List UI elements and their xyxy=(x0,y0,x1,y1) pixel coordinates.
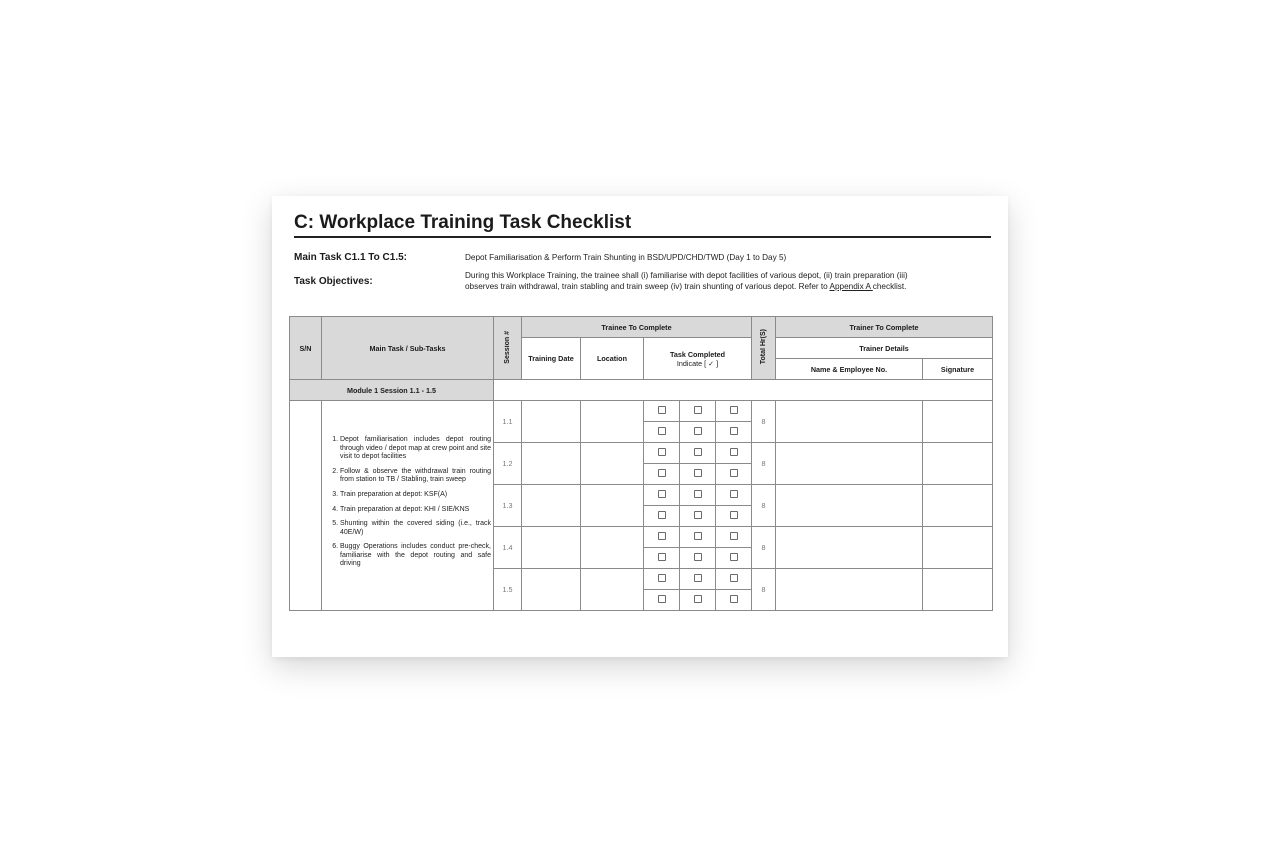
session-number: 1.4 xyxy=(494,527,522,569)
task-checkbox[interactable] xyxy=(658,490,666,498)
task-checkbox[interactable] xyxy=(694,595,702,603)
total-hours-header-text: Total Hr(S) xyxy=(760,329,767,365)
trainer-name-input[interactable] xyxy=(776,401,923,443)
objectives-line-1: During this Workplace Training, the trainee shall (i) familiarise with depot facilities of various depot, (ii) train preparation (iii) xyxy=(465,271,908,280)
sub-task-item: 5. Shunting within the covered siding (i.e., track 40E/W) xyxy=(340,520,491,537)
task-list-cell xyxy=(322,401,494,611)
sub-task-item: 2. Follow & observe the withdrawal train routing from station to TB / Stabling, train sweep xyxy=(340,468,491,485)
session-number: 1.1 xyxy=(494,401,522,443)
task-checkbox[interactable] xyxy=(730,427,738,435)
checkbox-cell xyxy=(716,506,752,527)
checkbox-cell xyxy=(680,464,716,485)
checkbox-cell xyxy=(680,485,716,506)
trainer-name-input[interactable] xyxy=(776,485,923,527)
task-completed-header xyxy=(644,338,752,380)
training-date-header: Training Date xyxy=(522,338,581,380)
task-checkbox[interactable] xyxy=(658,469,666,477)
checklist-page xyxy=(272,196,1008,657)
trainee-to-complete-header: Trainee To Complete xyxy=(522,317,752,338)
checkbox-cell xyxy=(716,401,752,422)
checkbox-cell xyxy=(644,548,680,569)
signature-field[interactable] xyxy=(923,527,993,569)
checkbox-cell xyxy=(680,548,716,569)
session-number: 1.3 xyxy=(494,485,522,527)
checkbox-cell xyxy=(644,527,680,548)
checkbox-cell xyxy=(716,464,752,485)
task-checkbox[interactable] xyxy=(694,469,702,477)
session-header-text: Session # xyxy=(504,330,511,364)
page-title: C: Workplace Training Task Checklist xyxy=(294,212,991,238)
checkbox-cell xyxy=(716,548,752,569)
session-number: 1.2 xyxy=(494,443,522,485)
trainer-details-header: Trainer Details xyxy=(776,338,993,359)
task-checkbox[interactable] xyxy=(658,427,666,435)
task-checkbox[interactable] xyxy=(730,490,738,498)
task-objectives-label: Task Objectives: xyxy=(294,276,373,287)
task-checkbox[interactable] xyxy=(730,406,738,414)
checkbox-cell xyxy=(680,401,716,422)
signature-field[interactable] xyxy=(923,443,993,485)
location-input[interactable] xyxy=(581,527,644,569)
appendix-a-link[interactable]: Appendix A xyxy=(829,282,873,291)
location-header: Location xyxy=(581,338,644,380)
objectives-line-2-end: checklist. xyxy=(872,282,907,291)
objectives-line-2-start: observes train withdrawal, train stabling and train sweep (iv) train shunting of various depot. Refer to xyxy=(465,282,830,291)
task-checkbox[interactable] xyxy=(658,406,666,414)
signature-field[interactable] xyxy=(923,401,993,443)
sub-task-item: 6. Buggy Operations includes conduct pre-check, familiarise with the depot routing and safe driving xyxy=(340,543,491,569)
sn-cell xyxy=(290,401,322,611)
task-checkbox[interactable] xyxy=(694,490,702,498)
checkbox-cell xyxy=(644,422,680,443)
total-hours-header xyxy=(752,317,776,380)
checkbox-cell xyxy=(716,569,752,590)
signature-header: Signature xyxy=(923,359,993,380)
trainer-name-input[interactable] xyxy=(776,569,923,611)
checkbox-cell xyxy=(644,401,680,422)
task-checkbox[interactable] xyxy=(658,532,666,540)
task-checkbox[interactable] xyxy=(658,511,666,519)
task-checkbox[interactable] xyxy=(658,553,666,561)
training-date-input[interactable] xyxy=(522,443,581,485)
task-checkbox[interactable] xyxy=(694,427,702,435)
checkbox-cell xyxy=(716,485,752,506)
sub-task-list xyxy=(327,436,491,569)
training-date-input[interactable] xyxy=(522,485,581,527)
checkbox-cell xyxy=(644,443,680,464)
task-checkbox[interactable] xyxy=(730,595,738,603)
sn-header: S/N xyxy=(290,317,322,380)
checkbox-cell xyxy=(680,569,716,590)
task-checkbox[interactable] xyxy=(658,595,666,603)
checkbox-cell xyxy=(644,464,680,485)
task-completed-indicate: Indicate [ ✓ ] xyxy=(676,358,719,368)
training-date-input[interactable] xyxy=(522,401,581,443)
main-task-value: Depot Familiarisation & Perform Train Shunting in BSD/UPD/CHD/TWD (Day 1 to Day 5) xyxy=(465,253,787,262)
checkbox-cell xyxy=(716,527,752,548)
trainer-name-input[interactable] xyxy=(776,527,923,569)
sub-task-item: 3. Train preparation at depot: KSF(A) xyxy=(340,491,491,500)
location-input[interactable] xyxy=(581,443,644,485)
module-header: Module 1 Session 1.1 - 1.5 xyxy=(290,380,494,401)
checkbox-cell xyxy=(680,590,716,611)
trainer-name-input[interactable] xyxy=(776,443,923,485)
checkbox-cell xyxy=(716,422,752,443)
checkbox-cell xyxy=(680,506,716,527)
checkbox-cell xyxy=(644,569,680,590)
checkbox-cell xyxy=(644,485,680,506)
checkbox-cell xyxy=(644,590,680,611)
task-checkbox[interactable] xyxy=(658,448,666,456)
total-hours: 8 xyxy=(752,485,776,527)
task-objectives-text xyxy=(465,270,985,292)
total-hours: 8 xyxy=(752,401,776,443)
main-task-label: Main Task C1.1 To C1.5: xyxy=(294,252,407,263)
signature-field[interactable] xyxy=(923,485,993,527)
sub-task-item: 1. Depot familiarisation includes depot routing through video / depot map at crew point and site visit to depot facilities xyxy=(340,436,491,462)
checkbox-cell xyxy=(680,443,716,464)
session-header xyxy=(494,317,522,380)
task-checkbox[interactable] xyxy=(730,532,738,540)
task-checkbox[interactable] xyxy=(658,574,666,582)
task-checkbox[interactable] xyxy=(730,553,738,561)
training-date-input[interactable] xyxy=(522,527,581,569)
name-employee-header: Name & Employee No. xyxy=(776,359,923,380)
task-checkbox[interactable] xyxy=(694,448,702,456)
task-checkbox[interactable] xyxy=(730,574,738,582)
checkbox-cell xyxy=(680,422,716,443)
task-checkbox[interactable] xyxy=(694,532,702,540)
sub-task-item: 4. Train preparation at depot: KHI / SIE/KNS xyxy=(340,506,491,515)
task-checkbox[interactable] xyxy=(694,553,702,561)
session-number: 1.5 xyxy=(494,569,522,611)
location-input[interactable] xyxy=(581,401,644,443)
task-checkbox[interactable] xyxy=(694,574,702,582)
total-hours: 8 xyxy=(752,527,776,569)
task-completed-title: Task Completed xyxy=(670,349,725,359)
task-checkbox[interactable] xyxy=(730,469,738,477)
objectives-line-2 xyxy=(465,281,985,292)
total-hours: 8 xyxy=(752,569,776,611)
signature-field[interactable] xyxy=(923,569,993,611)
module-row-blank xyxy=(494,380,993,401)
checkbox-cell xyxy=(716,590,752,611)
task-checkbox[interactable] xyxy=(730,511,738,519)
location-input[interactable] xyxy=(581,569,644,611)
task-checkbox[interactable] xyxy=(694,511,702,519)
location-input[interactable] xyxy=(581,485,644,527)
training-date-input[interactable] xyxy=(522,569,581,611)
task-checkbox[interactable] xyxy=(730,448,738,456)
checkbox-cell xyxy=(716,443,752,464)
trainer-to-complete-header: Trainer To Complete xyxy=(776,317,993,338)
task-checklist-table xyxy=(289,316,993,611)
total-hours: 8 xyxy=(752,443,776,485)
task-checkbox[interactable] xyxy=(694,406,702,414)
checkbox-cell xyxy=(680,527,716,548)
checkbox-cell xyxy=(644,506,680,527)
main-task-header: Main Task / Sub-Tasks xyxy=(322,317,494,380)
